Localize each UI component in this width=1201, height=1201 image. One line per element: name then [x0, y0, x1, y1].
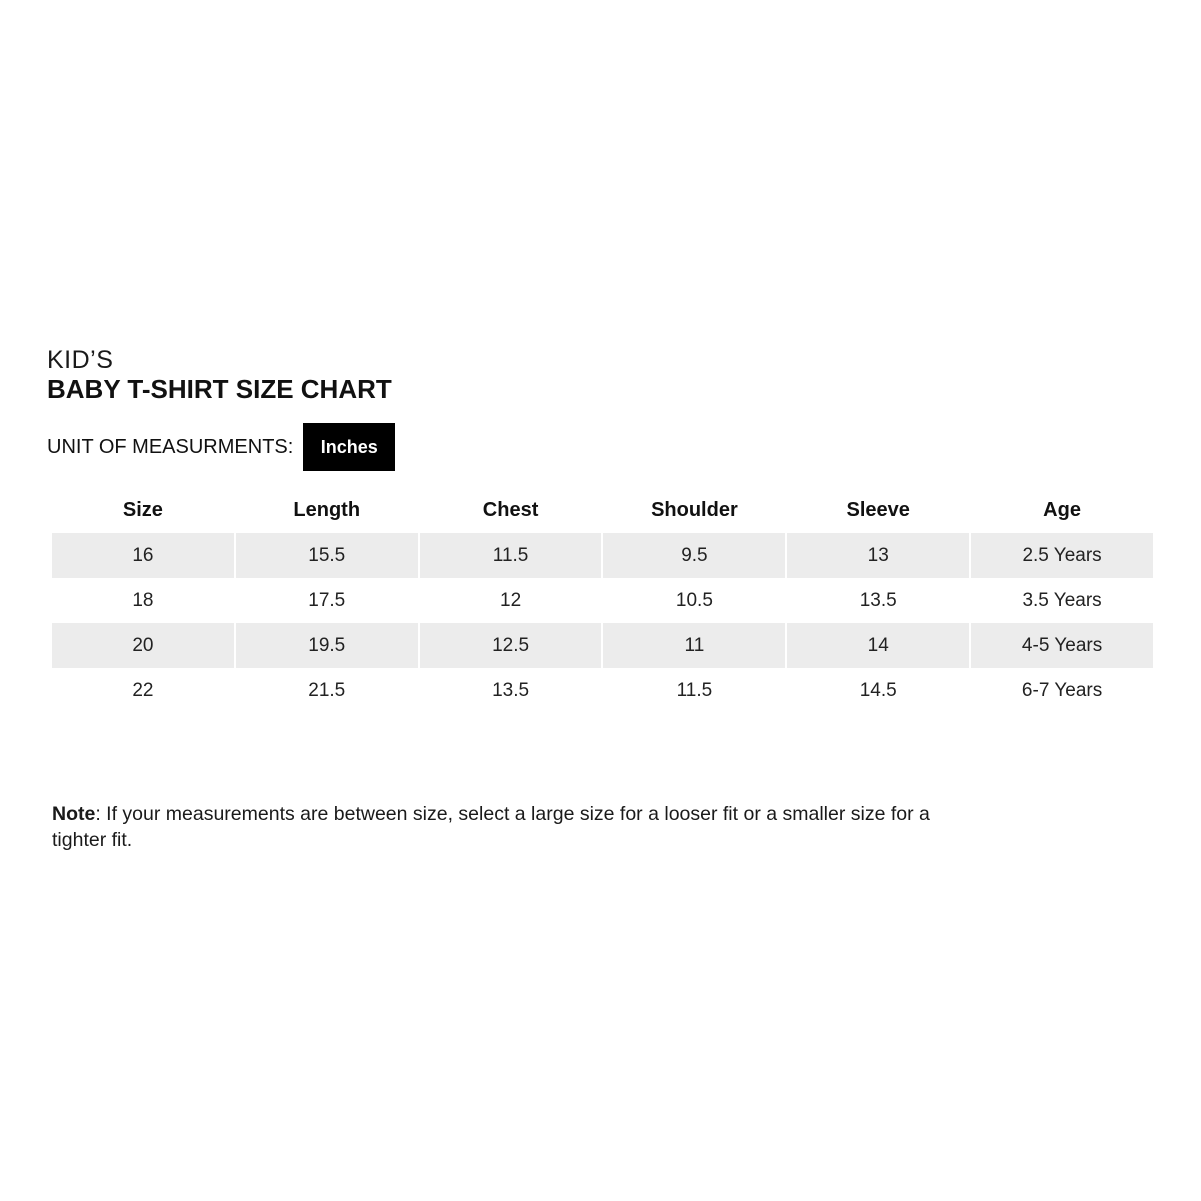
table-cell: 2.5 Years	[971, 533, 1153, 578]
table-cell: 21.5	[308, 679, 346, 701]
table-cell: 20	[52, 623, 234, 668]
page-subtitle: KID’S	[47, 346, 114, 374]
table-cell: 12	[500, 589, 522, 611]
column-header-size: Size	[122, 499, 163, 521]
table-cell: 18	[132, 589, 154, 611]
table-cell: 11.5	[676, 679, 713, 701]
table-cell: 14.5	[859, 679, 897, 701]
unit-of-measurement-row	[47, 423, 395, 471]
table-cell: 14	[787, 623, 969, 668]
table-header-row	[52, 488, 1153, 533]
table-cell: 3.5 Years	[1022, 589, 1102, 611]
table-cell: 19.5	[236, 623, 418, 668]
page-title: BABY T-SHIRT SIZE CHART	[47, 374, 392, 404]
table-row	[52, 533, 1153, 578]
column-header-chest: Chest	[482, 499, 539, 521]
fit-note	[52, 801, 952, 853]
table-cell: 17.5	[308, 589, 346, 611]
table-cell: 9.5	[603, 533, 785, 578]
table-cell: 13.5	[492, 679, 530, 701]
table-cell: 4-5 Years	[971, 623, 1153, 668]
unit-label: UNIT OF MEASURMENTS:	[47, 435, 294, 458]
table-cell: 11	[603, 623, 785, 668]
table-cell: 11.5	[420, 533, 602, 578]
size-chart-table	[50, 488, 1155, 713]
column-header-sleeve: Sleeve	[846, 499, 910, 521]
table-cell: 13	[787, 533, 969, 578]
table-row	[52, 578, 1153, 623]
table-cell: 6-7 Years	[1021, 679, 1103, 701]
unit-badge: Inches	[303, 423, 395, 471]
table-cell: 12.5	[420, 623, 602, 668]
table-cell: 22	[132, 679, 154, 701]
table-row	[52, 668, 1153, 713]
table-row	[52, 623, 1153, 668]
note-text: : If your measurements are between size, select a large size for a looser fit or a smaller size for a tighter fit.	[52, 803, 930, 851]
column-header-shoulder: Shoulder	[651, 499, 738, 521]
table-cell: 16	[52, 533, 234, 578]
table-cell: 10.5	[675, 589, 713, 611]
table-cell: 15.5	[236, 533, 418, 578]
table-cell: 13.5	[859, 589, 897, 611]
column-header-length: Length	[293, 499, 361, 521]
column-header-age: Age	[1043, 499, 1081, 521]
note-label: Note	[52, 803, 96, 825]
